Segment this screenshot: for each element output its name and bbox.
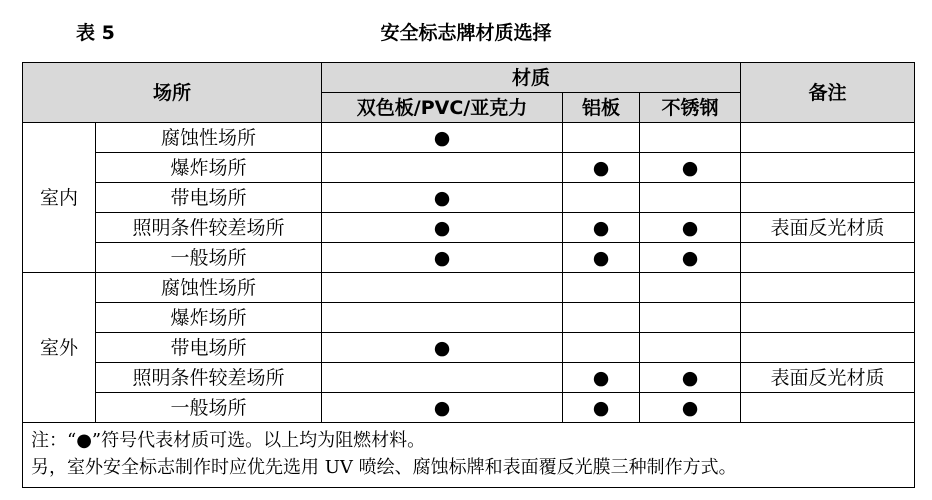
material-cell-m1: [322, 363, 563, 393]
table-row: [23, 123, 915, 153]
notes-row: [23, 423, 915, 488]
material-cell-m1: ●: [322, 213, 563, 243]
material-cell-m2: [563, 333, 640, 363]
table-row: [23, 153, 915, 183]
table-title: 安全标志牌材质选择: [380, 22, 552, 44]
header-material-2: 铝板: [563, 93, 640, 123]
material-cell-m1: ●: [322, 243, 563, 273]
table-row: [23, 273, 915, 303]
material-cell-m1: [322, 273, 563, 303]
material-cell-m3: ●: [640, 153, 741, 183]
place-cell: 爆炸场所: [96, 153, 322, 183]
material-cell-m1: ●: [322, 183, 563, 213]
table-number: 表 5: [76, 22, 115, 44]
table-row: [23, 393, 915, 423]
outdoor-group-label: 室外: [23, 273, 96, 423]
place-cell: 带电场所: [96, 183, 322, 213]
header-remark: 备注: [741, 63, 915, 123]
remark-cell: 表面反光材质: [741, 363, 915, 393]
remark-cell: [741, 333, 915, 363]
material-cell-m2: ●: [563, 363, 640, 393]
remark-cell: [741, 243, 915, 273]
table-row: [23, 213, 915, 243]
material-cell-m3: [640, 273, 741, 303]
remark-cell: [741, 273, 915, 303]
material-selection-table: [22, 62, 915, 488]
material-cell-m3: ●: [640, 393, 741, 423]
material-cell-m2: ●: [563, 393, 640, 423]
place-cell: 爆炸场所: [96, 303, 322, 333]
material-cell-m1: [322, 303, 563, 333]
remark-cell: [741, 183, 915, 213]
indoor-group-label: 室内: [23, 123, 96, 273]
header-material-3: 不锈钢: [640, 93, 741, 123]
material-cell-m3: [640, 333, 741, 363]
material-cell-m3: [640, 123, 741, 153]
remark-cell: 表面反光材质: [741, 213, 915, 243]
material-cell-m2: [563, 273, 640, 303]
header-row-1: [23, 63, 915, 93]
material-cell-m3: ●: [640, 213, 741, 243]
material-cell-m3: ●: [640, 243, 741, 273]
material-cell-m2: ●: [563, 213, 640, 243]
notes-cell: [23, 423, 915, 488]
material-cell-m1: [322, 153, 563, 183]
place-cell: 带电场所: [96, 333, 322, 363]
material-cell-m2: ●: [563, 153, 640, 183]
material-cell-m1: ●: [322, 393, 563, 423]
header-place: 场所: [23, 63, 322, 123]
material-cell-m1: ●: [322, 123, 563, 153]
remark-cell: [741, 123, 915, 153]
material-cell-m3: ●: [640, 363, 741, 393]
note-line: 另，室外安全标志制作时应优先选用 UV 喷绘、腐蚀标牌和表面覆反光膜三种制作方式。: [31, 457, 737, 478]
place-cell: 照明条件较差场所: [96, 213, 322, 243]
remark-cell: [741, 393, 915, 423]
place-cell: 一般场所: [96, 243, 322, 273]
note-line: 注：“●”符号代表材质可选。以上均为阻燃材料。: [31, 430, 426, 451]
material-cell-m2: [563, 303, 640, 333]
remark-cell: [741, 153, 915, 183]
remark-cell: [741, 303, 915, 333]
material-cell-m2: [563, 123, 640, 153]
place-cell: 一般场所: [96, 393, 322, 423]
table-caption: [0, 14, 932, 48]
material-cell-m3: [640, 183, 741, 213]
table-row: [23, 183, 915, 213]
place-cell: 腐蚀性场所: [96, 123, 322, 153]
material-cell-m2: ●: [563, 243, 640, 273]
table-row: [23, 243, 915, 273]
material-cell-m2: [563, 183, 640, 213]
table-row: [23, 333, 915, 363]
place-cell: 照明条件较差场所: [96, 363, 322, 393]
header-material: 材质: [322, 63, 741, 93]
material-cell-m1: ●: [322, 333, 563, 363]
header-material-1: 双色板/PVC/亚克力: [322, 93, 563, 123]
place-cell: 腐蚀性场所: [96, 273, 322, 303]
table-row: [23, 303, 915, 333]
material-cell-m3: [640, 303, 741, 333]
table-row: [23, 363, 915, 393]
